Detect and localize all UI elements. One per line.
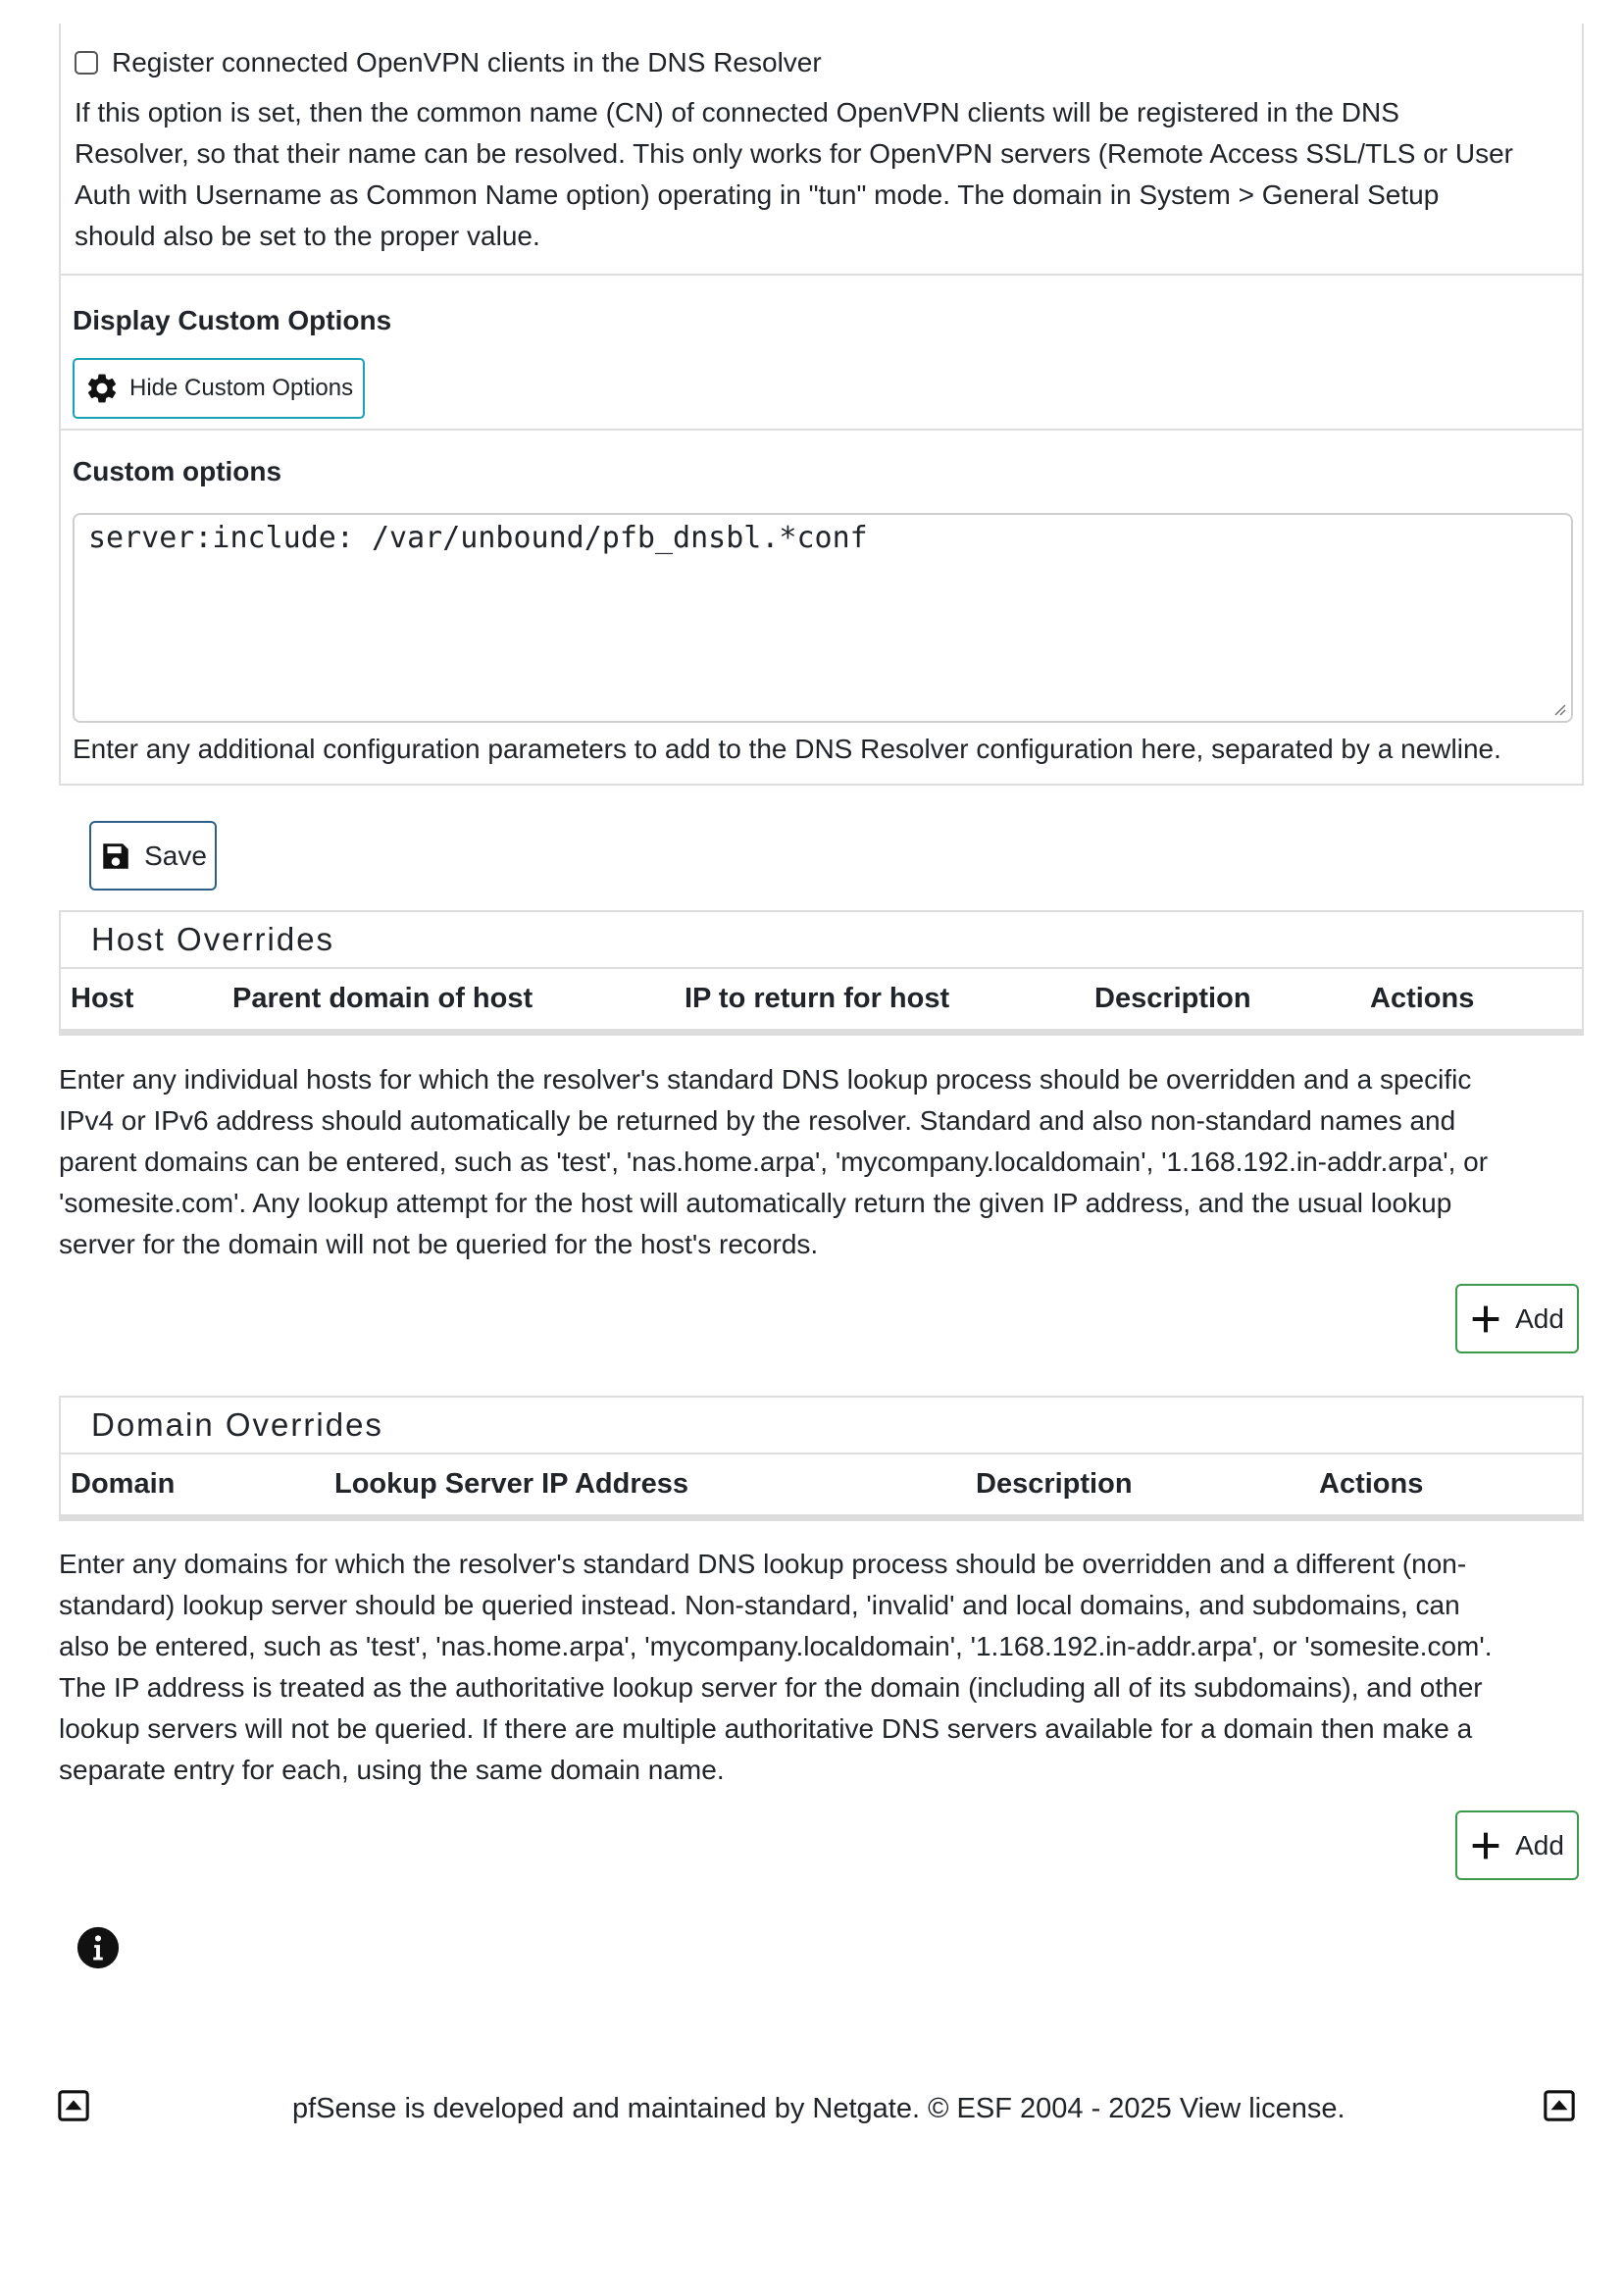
host-overrides-table-header <box>61 969 1582 1034</box>
arrow-up-icon[interactable] <box>1543 2089 1576 2122</box>
plus-icon <box>1470 1830 1501 1861</box>
openvpn-register-checkbox[interactable] <box>75 51 98 75</box>
domain-overrides-panel <box>59 1396 1584 1521</box>
add-host-override-button[interactable] <box>1455 1284 1579 1353</box>
custom-options-row <box>61 431 1582 786</box>
help-line: parent domains can be entered, such as 'test', 'nas.home.arpa', 'mycompany.localdomain', '1.168.192.in-addr.arpa', or <box>59 1147 1489 1177</box>
help-line: IPv4 or IPv6 address should automatically be returned by the resolver. Standard and also non-standard names and <box>59 1105 1456 1136</box>
display-custom-options-label: Display Custom Options <box>73 305 392 335</box>
column-header-lookup-server: Lookup Server IP Address <box>334 1468 689 1500</box>
add-domain-override-button[interactable] <box>1455 1810 1579 1880</box>
help-line: standard) lookup server should be queried instead. Non-standard, 'invalid' and local domains, and subdomains, can <box>59 1590 1460 1620</box>
host-overrides-help <box>59 1059 1589 1265</box>
save-button[interactable] <box>89 821 217 891</box>
arrow-up-icon[interactable] <box>57 2089 90 2122</box>
help-line: Resolver, so that their name can be resolved. This only works for OpenVPN servers (Remote Access SSL/TLS or User <box>75 138 1513 169</box>
hide-custom-options-button[interactable] <box>73 358 365 419</box>
hide-custom-options-label: Hide Custom Options <box>129 375 354 401</box>
help-line: lookup servers will not be queried. If there are multiple authoritative DNS servers available for a domain then make a <box>59 1713 1473 1744</box>
display-custom-options-row <box>61 276 1582 431</box>
help-line: separate entry for each, using the same domain name. <box>59 1755 725 1785</box>
save-label: Save <box>144 840 207 871</box>
column-header-host: Host <box>71 983 134 1014</box>
domain-overrides-table-header <box>61 1454 1582 1519</box>
openvpn-register-help <box>75 92 1570 257</box>
advanced-settings-panel <box>59 24 1584 786</box>
footer-text: pfSense is developed and maintained by Netgate. © ESF 2004 - 2025 View license. <box>292 2093 1345 2124</box>
custom-options-label: Custom options <box>73 456 282 486</box>
add-domain-override-label: Add <box>1515 1829 1564 1861</box>
resize-grip-icon[interactable] <box>1551 701 1567 717</box>
column-header-description: Description <box>976 1468 1133 1500</box>
custom-options-help: Enter any additional configuration parameters to add to the DNS Resolver configuration here, separated by a newline. <box>73 734 1501 764</box>
column-header-ip: IP to return for host <box>685 983 950 1014</box>
custom-options-value: server:include: /var/unbound/pfb_dnsbl.*conf <box>88 521 868 555</box>
column-header-parent-domain: Parent domain of host <box>232 983 533 1014</box>
openvpn-register-row <box>61 24 1582 276</box>
dns-resolver-settings-panel <box>59 24 1584 786</box>
help-line: server for the domain will not be queried for the host's records. <box>59 1229 819 1259</box>
info-icon[interactable] <box>76 1925 121 1970</box>
help-line: 'somesite.com'. Any lookup attempt for the host will automatically return the given IP address, and the usual lookup <box>59 1188 1452 1218</box>
gear-icon <box>84 371 120 406</box>
column-header-description: Description <box>1094 983 1251 1014</box>
add-host-override-label: Add <box>1515 1302 1564 1334</box>
column-header-actions: Actions <box>1319 1468 1424 1500</box>
footer <box>0 2089 1624 2128</box>
help-line: Auth with Username as Common Name option) operating in "tun" mode. The domain in System > General Setup <box>75 179 1440 210</box>
host-overrides-panel <box>59 910 1584 1036</box>
help-line: Enter any domains for which the resolver's standard DNS lookup process should be overridden and a different (non- <box>59 1549 1467 1579</box>
domain-overrides-title: Domain Overrides <box>61 1398 1582 1454</box>
custom-options-textarea[interactable] <box>73 513 1573 723</box>
save-icon <box>99 840 132 873</box>
plus-icon <box>1470 1303 1501 1335</box>
help-line: The IP address is treated as the authoritative lookup server for the domain (including all of its subdomains), and other <box>59 1672 1483 1703</box>
help-line: Enter any individual hosts for which the resolver's standard DNS lookup process should be overridden and a specific <box>59 1064 1472 1095</box>
help-line: also be entered, such as 'test', 'nas.home.arpa', 'mycompany.localdomain', '1.168.192.in-addr.arpa', or 'somesite.com'. <box>59 1631 1493 1661</box>
domain-overrides-help <box>59 1544 1589 1791</box>
column-header-domain: Domain <box>71 1468 176 1500</box>
help-line: should also be set to the proper value. <box>75 221 540 251</box>
openvpn-register-label: Register connected OpenVPN clients in the DNS Resolver <box>112 47 822 77</box>
column-header-actions: Actions <box>1370 983 1475 1014</box>
help-line: If this option is set, then the common name (CN) of connected OpenVPN clients will be registered in the DNS <box>75 97 1399 127</box>
host-overrides-title: Host Overrides <box>61 912 1582 969</box>
openvpn-register-option[interactable] <box>75 43 1570 82</box>
